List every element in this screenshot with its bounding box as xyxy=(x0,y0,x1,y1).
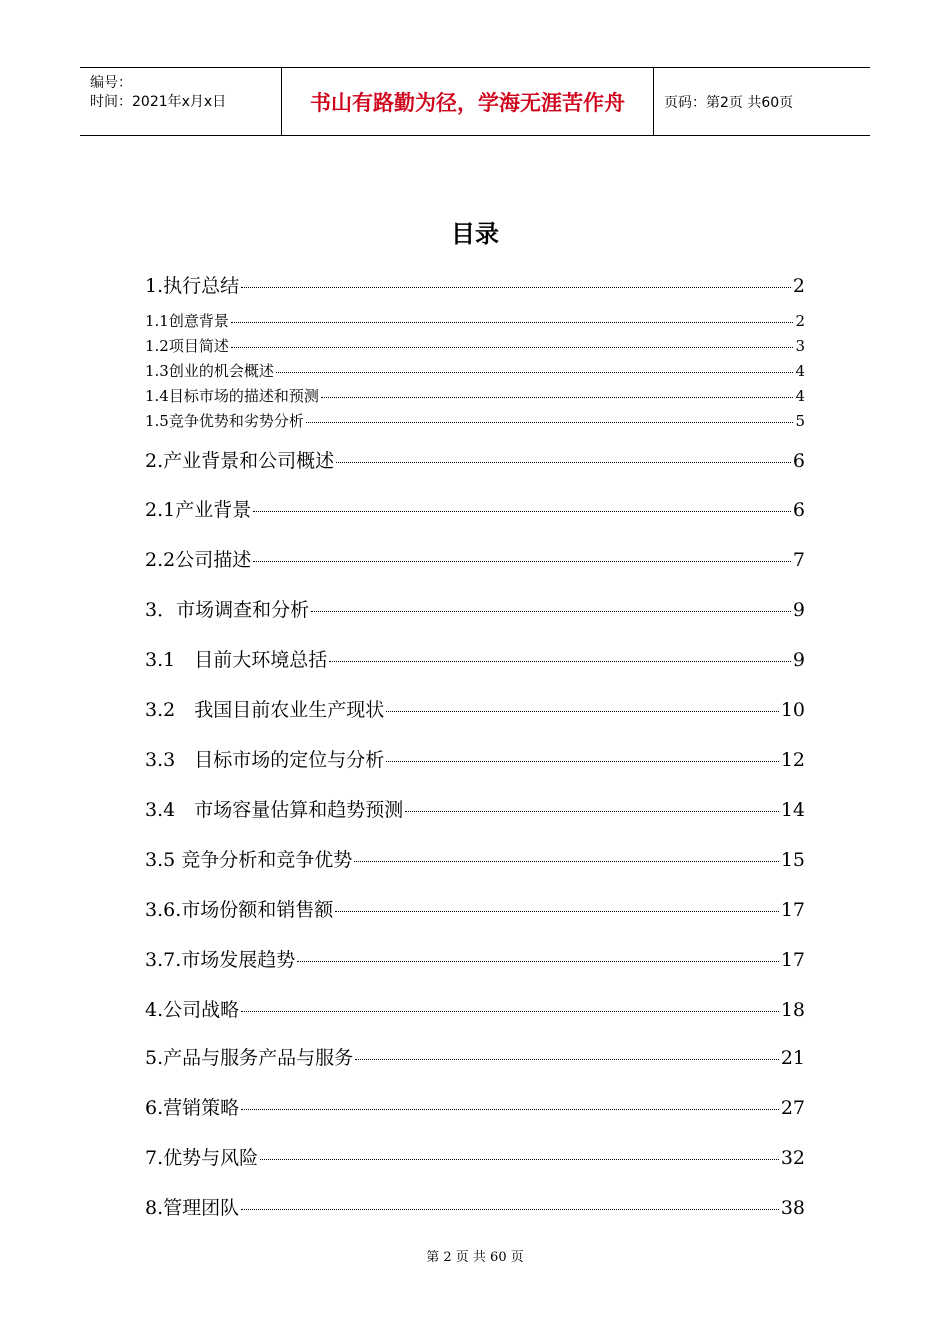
toc-entry[interactable] xyxy=(145,1043,805,1070)
toc-entry-title: 6.营销策略 xyxy=(145,1097,240,1119)
toc-entry[interactable] xyxy=(145,595,805,622)
toc-entry-title: 1.1创意背景 xyxy=(145,312,229,330)
toc-leader-dots xyxy=(241,287,791,288)
toc-entry-page: 9 xyxy=(792,649,805,671)
header-page-info: 页码：第2页 共60页 xyxy=(664,94,794,111)
toc-leader-dots xyxy=(241,1109,779,1110)
toc-entry[interactable] xyxy=(145,545,805,572)
toc-entry-title: 4.公司战略 xyxy=(145,999,240,1021)
toc-entry-page: 14 xyxy=(780,799,805,821)
toc-leader-dots xyxy=(253,511,791,512)
toc-entry-title: 3．市场调查和分析 xyxy=(145,599,310,621)
toc-entry-title: 3.6.市场份额和销售额 xyxy=(145,899,334,921)
toc-entry-title: 1.3创业的机会概述 xyxy=(145,362,274,380)
toc-entry[interactable] xyxy=(145,385,805,406)
toc-entry[interactable] xyxy=(145,1093,805,1120)
toc-entry-page: 4 xyxy=(795,387,805,405)
toc-entry[interactable] xyxy=(145,335,805,356)
toc-entry-page: 15 xyxy=(780,849,805,871)
page-footer: 第 2 页 共 60 页 xyxy=(426,1250,524,1265)
toc-leader-dots xyxy=(405,811,779,812)
toc-leader-dots xyxy=(297,961,779,962)
toc-entry-title: 3.3 目标市场的定位与分析 xyxy=(145,749,385,771)
toc-leader-dots xyxy=(241,1209,779,1210)
toc-entry-page: 9 xyxy=(792,599,805,621)
toc-entry-page: 12 xyxy=(780,749,805,771)
toc-entry[interactable] xyxy=(145,995,805,1022)
toc-entry-title: 3.2 我国目前农业生产现状 xyxy=(145,699,385,721)
toc-entry-title: 2.产业背景和公司概述 xyxy=(145,450,335,472)
toc-entry-title: 8.管理团队 xyxy=(145,1197,240,1219)
toc-entry[interactable] xyxy=(145,745,805,772)
toc-entry-page: 2 xyxy=(792,275,805,297)
toc-entry-title: 1.执行总结 xyxy=(145,275,240,297)
toc-entry[interactable] xyxy=(145,271,805,298)
toc-entry[interactable] xyxy=(145,845,805,872)
toc-leader-dots xyxy=(231,322,794,323)
toc-leader-dots xyxy=(260,1159,779,1160)
toc-entry-title: 3.7.市场发展趋势 xyxy=(145,949,296,971)
toc-leader-dots xyxy=(231,347,794,348)
toc-leader-dots xyxy=(241,1011,779,1012)
toc-entry-page: 6 xyxy=(792,499,805,521)
toc-entry-title: 7.优势与风险 xyxy=(145,1147,259,1169)
toc-entry-page: 6 xyxy=(792,450,805,472)
toc-entry[interactable] xyxy=(145,446,805,473)
header-meta xyxy=(80,68,282,135)
toc-leader-dots xyxy=(306,422,794,423)
toc-entry-page: 3 xyxy=(795,337,805,355)
toc-entry-title: 1.2项目简述 xyxy=(145,337,229,355)
toc-entry-title: 2.2公司描述 xyxy=(145,549,252,571)
toc-entry[interactable] xyxy=(145,1193,805,1220)
toc-entry[interactable] xyxy=(145,645,805,672)
toc-leader-dots xyxy=(321,397,794,398)
toc-leader-dots xyxy=(329,661,791,662)
toc-leader-dots xyxy=(311,611,791,612)
toc-leader-dots xyxy=(386,711,779,712)
toc-entry-title: 2.1产业背景 xyxy=(145,499,252,521)
toc-entry-page: 7 xyxy=(792,549,805,571)
toc-entry-page: 10 xyxy=(780,699,805,721)
toc-leader-dots xyxy=(253,561,791,562)
toc-entry[interactable] xyxy=(145,695,805,722)
toc-entry-title: 3.1 目前大环境总括 xyxy=(145,649,328,671)
toc-entry-page: 5 xyxy=(795,412,805,430)
toc-entry-title: 1.4目标市场的描述和预测 xyxy=(145,387,319,405)
toc-entry[interactable] xyxy=(145,495,805,522)
toc-entry-title: 5.产品与服务产品与服务 xyxy=(145,1047,354,1069)
toc-entry-page: 38 xyxy=(780,1197,805,1219)
toc-entry-page: 17 xyxy=(780,949,805,971)
toc-entry[interactable] xyxy=(145,795,805,822)
toc-entry[interactable] xyxy=(145,360,805,381)
page-title: 目录 xyxy=(451,220,499,248)
toc-entry-page: 4 xyxy=(795,362,805,380)
time-label: 时间：2021年x月x日 xyxy=(90,94,227,110)
toc-entry[interactable] xyxy=(145,410,805,431)
toc-entry-title: 3.5 竞争分析和竞争优势 xyxy=(145,849,353,871)
toc-leader-dots xyxy=(355,1059,779,1060)
toc-entry[interactable] xyxy=(145,1143,805,1170)
toc-entry[interactable] xyxy=(145,895,805,922)
toc-leader-dots xyxy=(276,372,794,373)
toc-entry-title: 1.5竞争优势和劣势分析 xyxy=(145,412,304,430)
page-header xyxy=(80,67,870,136)
toc-entry-page: 18 xyxy=(780,999,805,1021)
toc-entry[interactable] xyxy=(145,945,805,972)
toc-entry-page: 32 xyxy=(780,1147,805,1169)
toc-leader-dots xyxy=(354,861,779,862)
toc-leader-dots xyxy=(335,911,779,912)
toc-entry-page: 27 xyxy=(780,1097,805,1119)
toc-entry[interactable] xyxy=(145,310,805,331)
number-label: 编号： xyxy=(90,75,132,91)
toc-leader-dots xyxy=(336,462,791,463)
toc-entry-page: 17 xyxy=(780,899,805,921)
toc-entry-page: 2 xyxy=(795,312,805,330)
header-motto: 书山有路勤为径，学海无涯苦作舟 xyxy=(282,68,654,135)
toc-entry-title: 3.4 市场容量估算和趋势预测 xyxy=(145,799,404,821)
toc-entry-page: 21 xyxy=(780,1047,805,1069)
toc-leader-dots xyxy=(386,761,779,762)
